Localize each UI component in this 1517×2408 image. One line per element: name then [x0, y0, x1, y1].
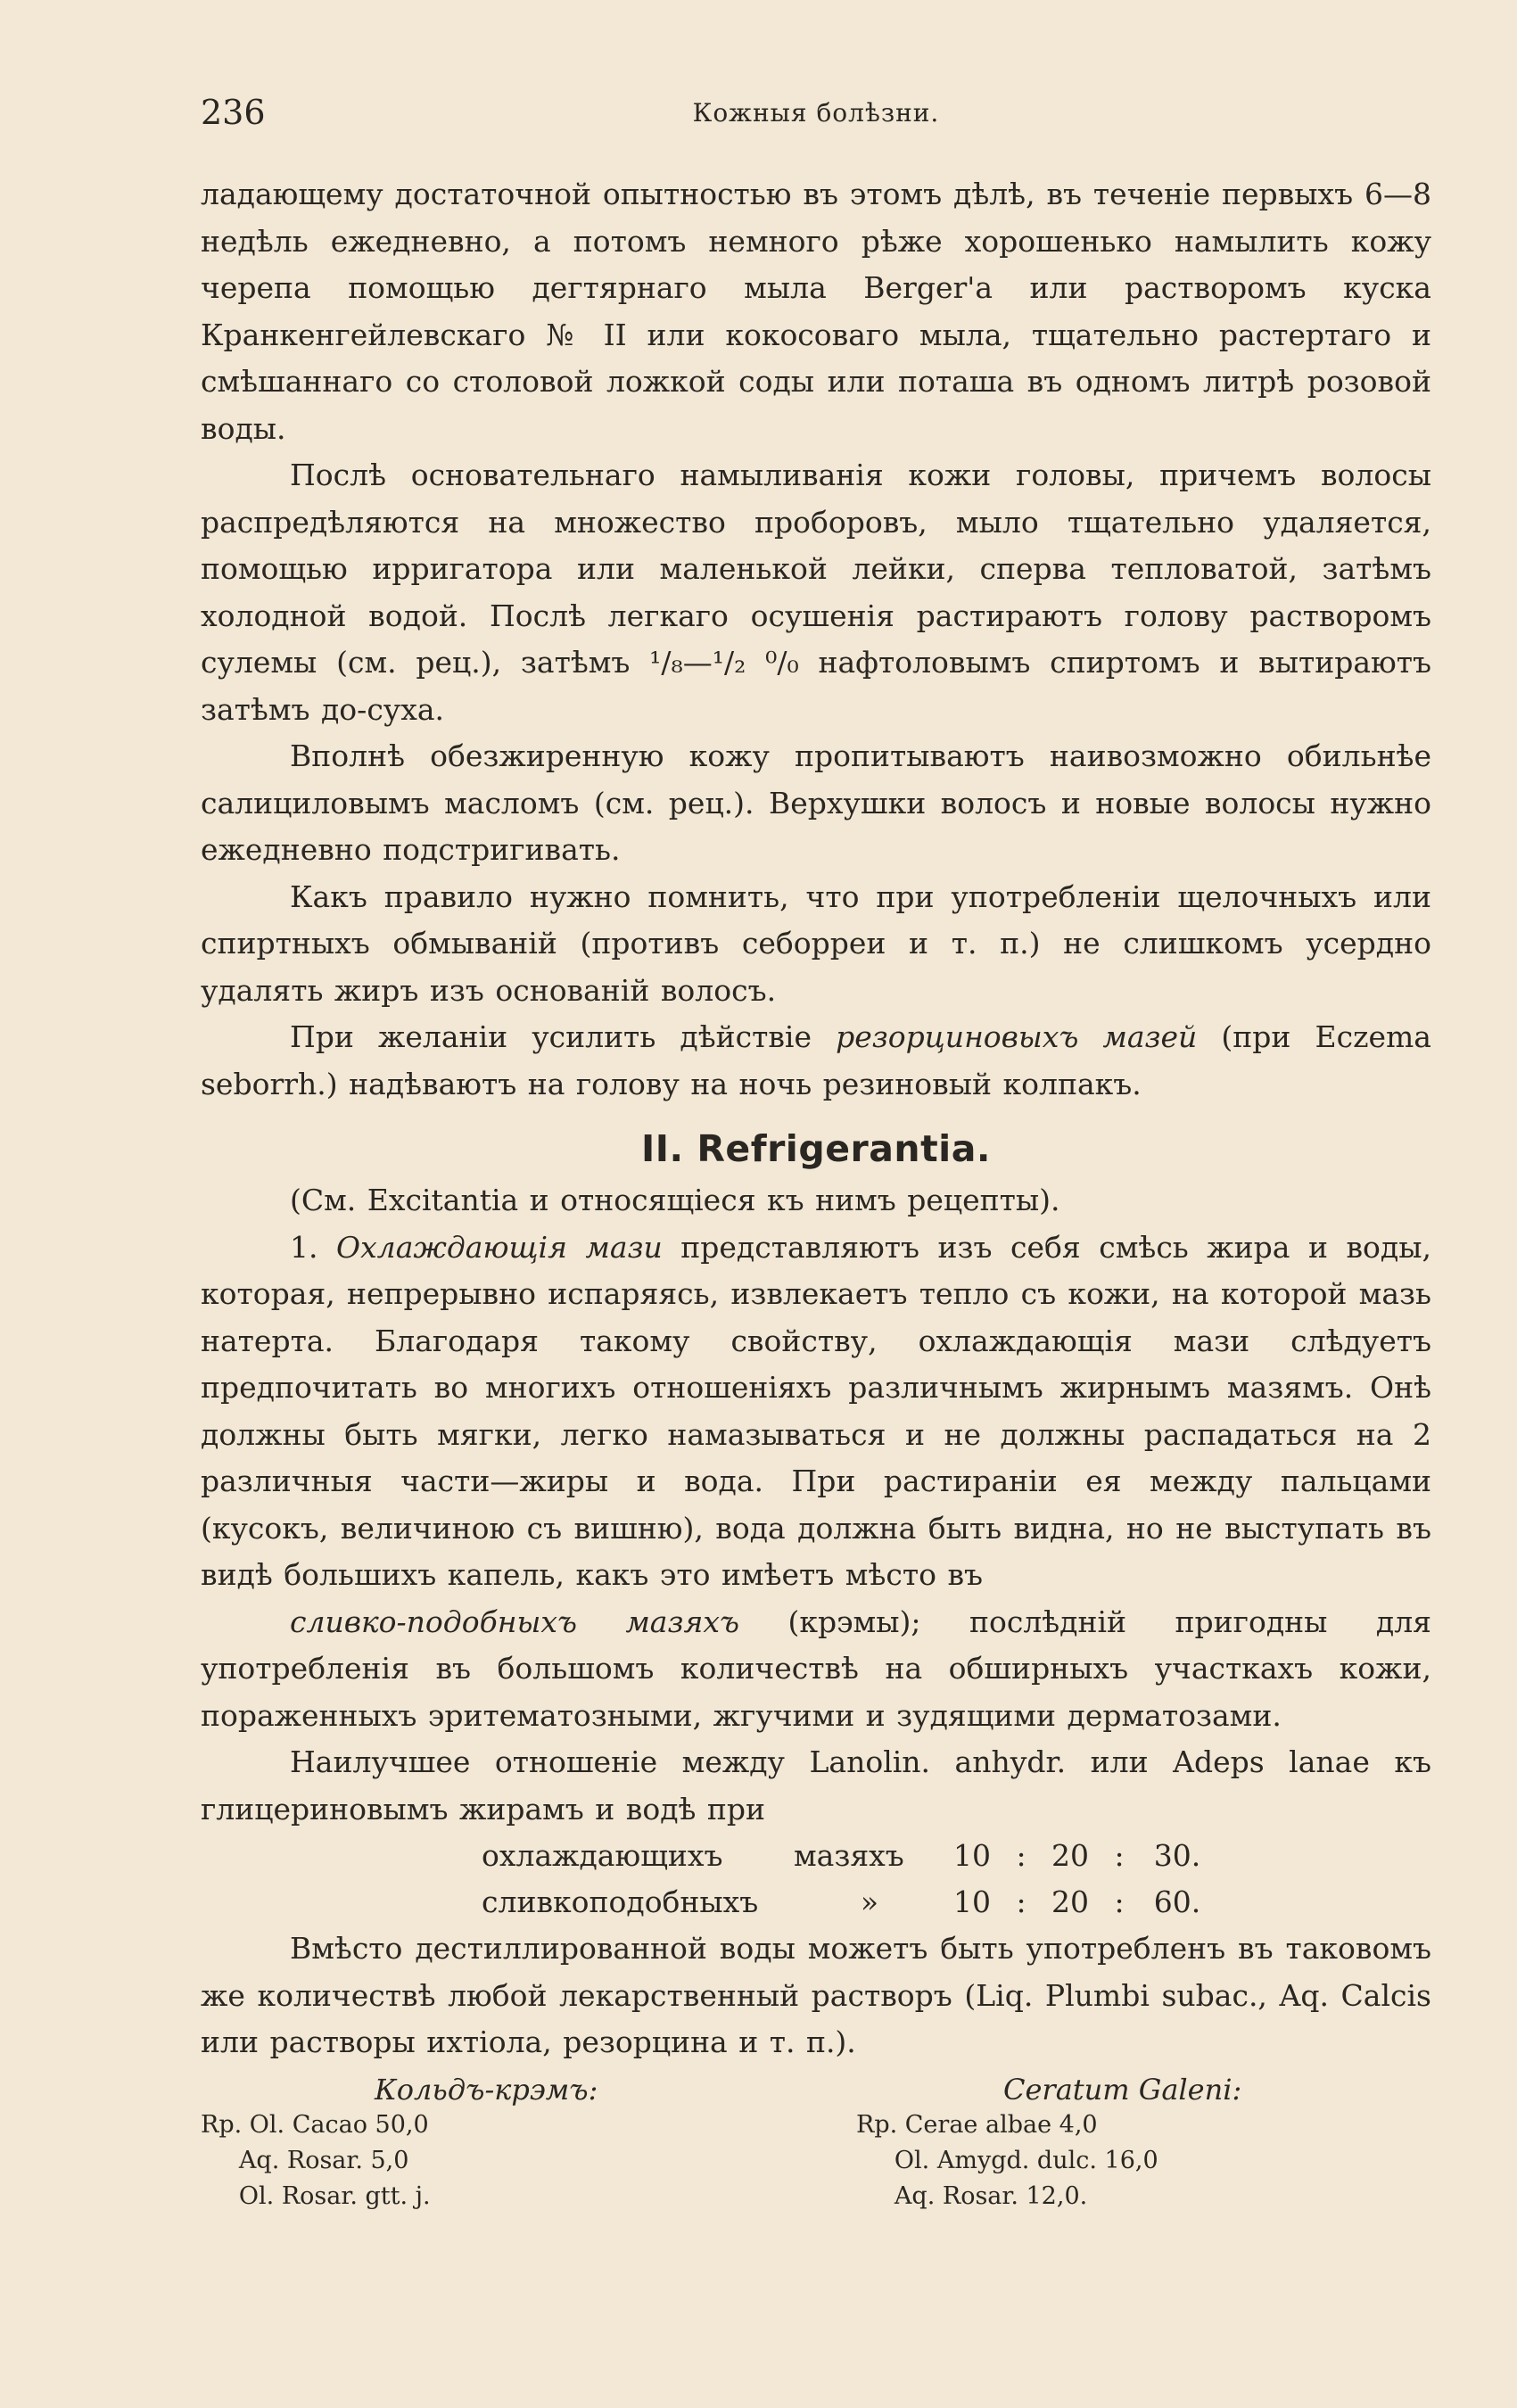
ratio-value: 20 — [1051, 1838, 1089, 1873]
ratio-table — [482, 1833, 1431, 1926]
paragraph-ratio-intro: Наилучшее отношеніе между Lanolin. anhydr. или Adeps lanae къ глицериновымъ жирамъ и водѣ при — [201, 1744, 1431, 1827]
ratio-value: 30. — [1153, 1838, 1201, 1873]
paragraph-resorcin — [201, 1014, 1431, 1108]
text: (крэмы); послѣдній пригодны для употребленія въ большомъ количествѣ на обширныхъ участкахъ кожи, пораженныхъ эритематозными, жгучими и зудящими дерматозами. — [201, 1604, 1431, 1733]
recipe-line: Ol. Rosar. gtt. j. — [201, 2181, 431, 2210]
recipe-title: Ceratum Galeni: — [1003, 2072, 1242, 2107]
ratio-separator: : — [1114, 1838, 1125, 1873]
ratio-separator: : — [1016, 1884, 1026, 1919]
page-header — [201, 93, 1431, 139]
ratio-word: » — [860, 1884, 879, 1919]
recipes — [201, 2072, 1431, 2214]
ratio-value: 10 — [953, 1884, 991, 1919]
item-number: 1. — [290, 1229, 337, 1265]
recipe-line: Rp. Ol. Cacao 50,0 — [201, 2110, 429, 2139]
text: представляютъ изъ себя смѣсь жира и воды, которая, непрерывно испаряясь, извлекаетъ тепло съ кожи, на которой мазь натерта. Благодаря такому свойству, охлаждающія мази слѣдуетъ предпочитать во многихъ отношеніяхъ различнымъ жирнымъ мазямъ. Онѣ должны быть мягки, легко намазываться и не должны распадаться на 2 различныя части—жиры и вода. При растираніи ея между пальцами (кусокъ, величиною съ вишню), вода должна быть видна, но не выступать въ видѣ большихъ капель, какъ это имѣетъ мѣсто въ — [201, 1229, 1431, 1592]
ratio-separator: : — [1114, 1884, 1125, 1919]
recipe-line: Rp. Cerae albae 4,0 — [856, 2110, 1098, 2139]
see-note: (См. Excitantia и относящіеся къ нимъ рецепты). — [290, 1183, 1060, 1217]
running-head: Кожныя болѣзни. — [692, 98, 940, 128]
ratio-label: охлаждающихъ — [482, 1838, 723, 1873]
ratio-value: 60. — [1153, 1884, 1201, 1919]
paragraph: Послѣ основательнаго намыливанія кожи головы, причемъ волосы распредѣляются на множество проборовъ, мыло тщательно удаляется, помощью ирригатора или маленькой лейки, сперва тепловатой, затѣмъ холодной водой. Послѣ легкаго осушенія растираютъ голову растворомъ сулемы (см. рец.), затѣмъ ¹/₈—¹/₂ ⁰/₀ нафтоловымъ спиртомъ и вытираютъ затѣмъ до-суха. — [201, 458, 1431, 727]
emphasis: резорциновыхъ мазей — [836, 1019, 1198, 1054]
paragraph-item-1 — [201, 1225, 1431, 1599]
text: (при Eczema seborrh.) надѣваютъ на голову на ночь резиновый колпакъ. — [201, 1019, 1431, 1101]
ratio-separator: : — [1016, 1838, 1026, 1873]
emphasis: Охлаждающія мази — [336, 1229, 663, 1265]
recipe-ceratum-galeni — [856, 2072, 1241, 2214]
recipe-title: Кольдъ-крэмъ: — [375, 2072, 598, 2107]
paragraph: Вполнѣ обезжиренную кожу пропитываютъ наивозможно обильнѣе салициловымъ масломъ (см. рец.). Верхушки волосъ и новые волосы нужно ежедневно подстригивать. — [201, 738, 1431, 867]
emphasis: сливко-подобныхъ мазяхъ — [290, 1604, 739, 1639]
ratio-value: 10 — [953, 1838, 991, 1873]
section-title: II. Refrigerantia. — [641, 1127, 991, 1170]
text: При желаніи усилить дѣйствіе — [290, 1019, 837, 1054]
recipe-line: Aq. Rosar. 12,0. — [856, 2181, 1088, 2210]
ratio-label: сливкоподобныхъ — [482, 1884, 759, 1919]
paragraph: Какъ правило нужно помнить, что при употребленіи щелочныхъ или спиртныхъ обмываній (противъ себорреи и т. п.) не слишкомъ усердно удалять жиръ изъ основаній волосъ. — [201, 878, 1431, 1008]
page-body — [201, 171, 1431, 2214]
paragraph-water: Вмѣсто дестиллированной воды можетъ быть употребленъ въ таковомъ же количествѣ любой лекарственный растворъ (Liq. Plumbi subac., Aq. Calcis или растворы ихтіола, резорцина и т. п.). — [201, 1931, 1431, 2059]
recipe-line: Ol. Amygd. dulc. 16,0 — [856, 2146, 1158, 2174]
paragraph-cream — [201, 1599, 1431, 1740]
page-number: 236 — [201, 93, 266, 132]
paragraph-continued: ладающему достаточной опытностью въ этомъ дѣлѣ, въ теченіе первыхъ 6—8 недѣль ежедневно, а потомъ немного рѣже хорошенько намылить кожу черепа помощью дегтярнаго мыла Berger'а или растворомъ куска Кранкенгейлевскаго № II или кокосоваго мыла, тщательно растертаго и смѣшаннаго со столовой ложкой соды или поташа въ одномъ литрѣ розовой воды. — [201, 177, 1431, 446]
recipe-line: Aq. Rosar. 5,0 — [201, 2146, 409, 2174]
recipe-cold-cream — [201, 2072, 598, 2214]
ratio-value: 20 — [1051, 1884, 1089, 1919]
ratio-word: мазяхъ — [794, 1838, 904, 1873]
